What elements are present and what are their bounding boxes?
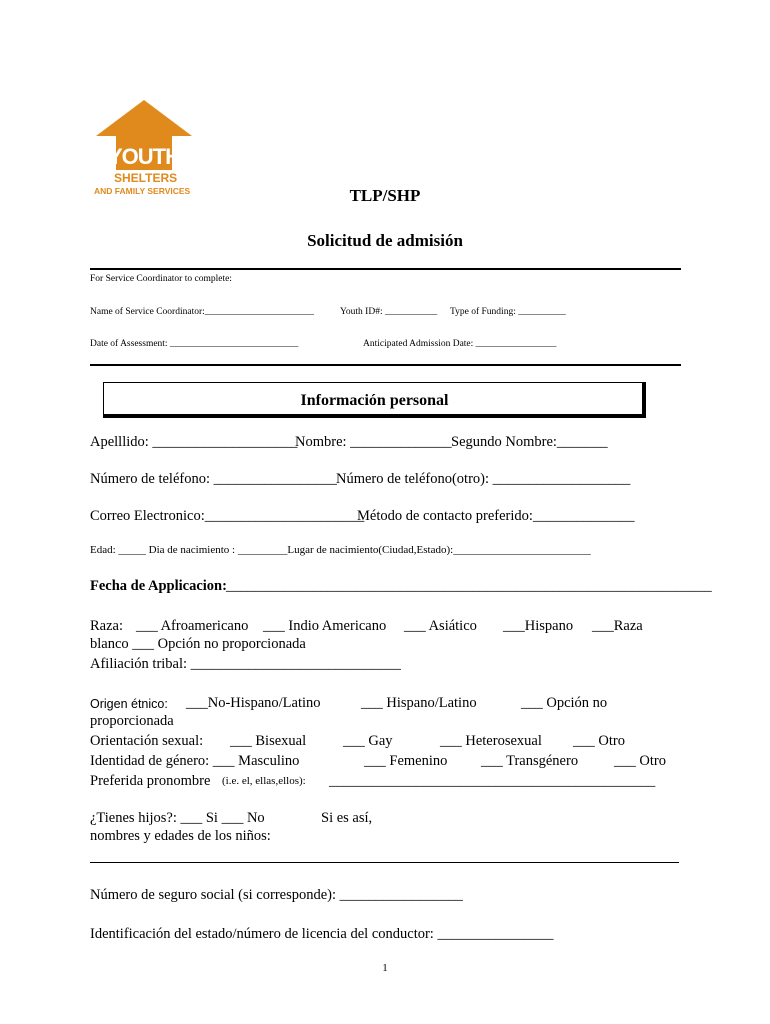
origen-opcion-no[interactable]: ___ Opción no — [521, 695, 608, 711]
coordinator-intro: For Service Coordinator to complete: — [90, 274, 232, 284]
afiliacion-tribal-field[interactable]: Afiliación tribal: _____________________________ — [90, 656, 401, 672]
logo-family-services: AND FAMILY SERVICES — [94, 186, 191, 196]
raza-continuation[interactable]: blanco ___ Opción no proporcionada — [90, 636, 306, 652]
section-header-box — [103, 382, 646, 418]
youth-id-field[interactable]: Youth ID#: ___________ — [340, 307, 438, 317]
divider-bottom — [90, 364, 681, 366]
pronombre-field[interactable]: _____________________________________________ — [329, 773, 656, 789]
orientacion-otro[interactable]: ___ Otro — [573, 733, 625, 749]
orientacion-bisexual[interactable]: ___ Bisexual — [230, 733, 307, 749]
genero-masculino[interactable]: Identidad de género: ___ Masculino — [90, 753, 300, 769]
origen-label: Origen étnico: — [90, 697, 168, 711]
origen-no-hispano[interactable]: ___No-Hispano/Latino — [186, 695, 321, 711]
form-subtitle: Solicitud de admisión — [307, 231, 463, 250]
admission-date-field[interactable]: Anticipated Admission Date: _________________ — [363, 339, 557, 349]
page-number: 1 — [382, 962, 388, 974]
section-title: Información personal — [300, 392, 449, 409]
nombre-field[interactable]: Nombre: ______________ — [295, 434, 452, 450]
metodo-contacto-field[interactable]: Método de contacto preferido:______________ — [357, 508, 635, 524]
hijos-nombres-field[interactable] — [90, 862, 679, 863]
raza-raza-blanco[interactable]: ___Raza — [592, 618, 643, 634]
divider-top — [90, 268, 681, 270]
genero-otro[interactable]: ___ Otro — [614, 753, 666, 769]
funding-type-field[interactable]: Type of Funding: __________ — [450, 307, 566, 317]
fecha-field[interactable]: ___________________________________________________________________ — [226, 578, 712, 594]
raza-asiatico[interactable]: ___ Asiático — [404, 618, 477, 634]
raza-afroamericano[interactable]: ___ Afroamericano — [136, 618, 249, 634]
genero-transgenero[interactable]: ___ Transgénero — [481, 753, 579, 769]
form-title: TLP/SHP — [349, 186, 421, 205]
correo-field[interactable]: Correo Electronico:______________________ — [90, 508, 365, 524]
logo-shelters: SHELTERS — [114, 171, 178, 185]
orientacion-label: Orientación sexual: — [90, 733, 204, 749]
hijos-nombres-label: nombres y edades de los niños: — [90, 828, 271, 844]
pronombre-label: Preferida pronombre — [90, 773, 211, 789]
origen-hispano[interactable]: ___ Hispano/Latino — [361, 695, 477, 711]
hijos-si-es-asi: Si es así, — [321, 810, 373, 826]
ssn-field[interactable]: Número de seguro social (si corresponde): _________________ — [90, 887, 463, 903]
genero-femenino[interactable]: ___ Femenino — [364, 753, 448, 769]
coordinator-name-field[interactable]: Name of Service Coordinator:_______________________ — [90, 307, 315, 317]
fecha-label: Fecha de Applicacion: — [90, 578, 227, 594]
edad-nacimiento-field[interactable]: Edad: _____ Dia de nacimiento : _________Lugar de nacimiento(Ciudad,Estado):_________________________ — [90, 544, 591, 556]
apellido-field[interactable]: Apelllido: ____________________ — [90, 434, 298, 450]
segundo-nombre-field[interactable]: Segundo Nombre:_______ — [451, 434, 608, 450]
telefono-otro-field[interactable]: Número de teléfono(otro): ___________________ — [336, 471, 631, 487]
hijos-field[interactable]: ¿Tienes hijos?: ___ Si ___ No — [90, 810, 265, 826]
orientacion-heterosexual[interactable]: ___ Heterosexual — [440, 733, 542, 749]
raza-indio-americano[interactable]: ___ Indio Americano — [263, 618, 387, 634]
licencia-field[interactable]: Identificación del estado/número de licencia del conductor: ________________ — [90, 926, 554, 942]
raza-label: Raza: — [90, 618, 124, 634]
assessment-date-field[interactable]: Date of Assessment: ___________________________ — [90, 339, 299, 349]
logo-youth: YOUTH — [108, 144, 180, 169]
orientacion-gay[interactable]: ___ Gay — [343, 733, 393, 749]
pronombre-hint: (i.e. el, ellas,ellos): — [222, 775, 306, 787]
origen-continuation: proporcionada — [90, 713, 174, 729]
raza-hispano[interactable]: ___Hispano — [503, 618, 574, 634]
telefono-field[interactable]: Número de teléfono: _________________ — [90, 471, 337, 487]
